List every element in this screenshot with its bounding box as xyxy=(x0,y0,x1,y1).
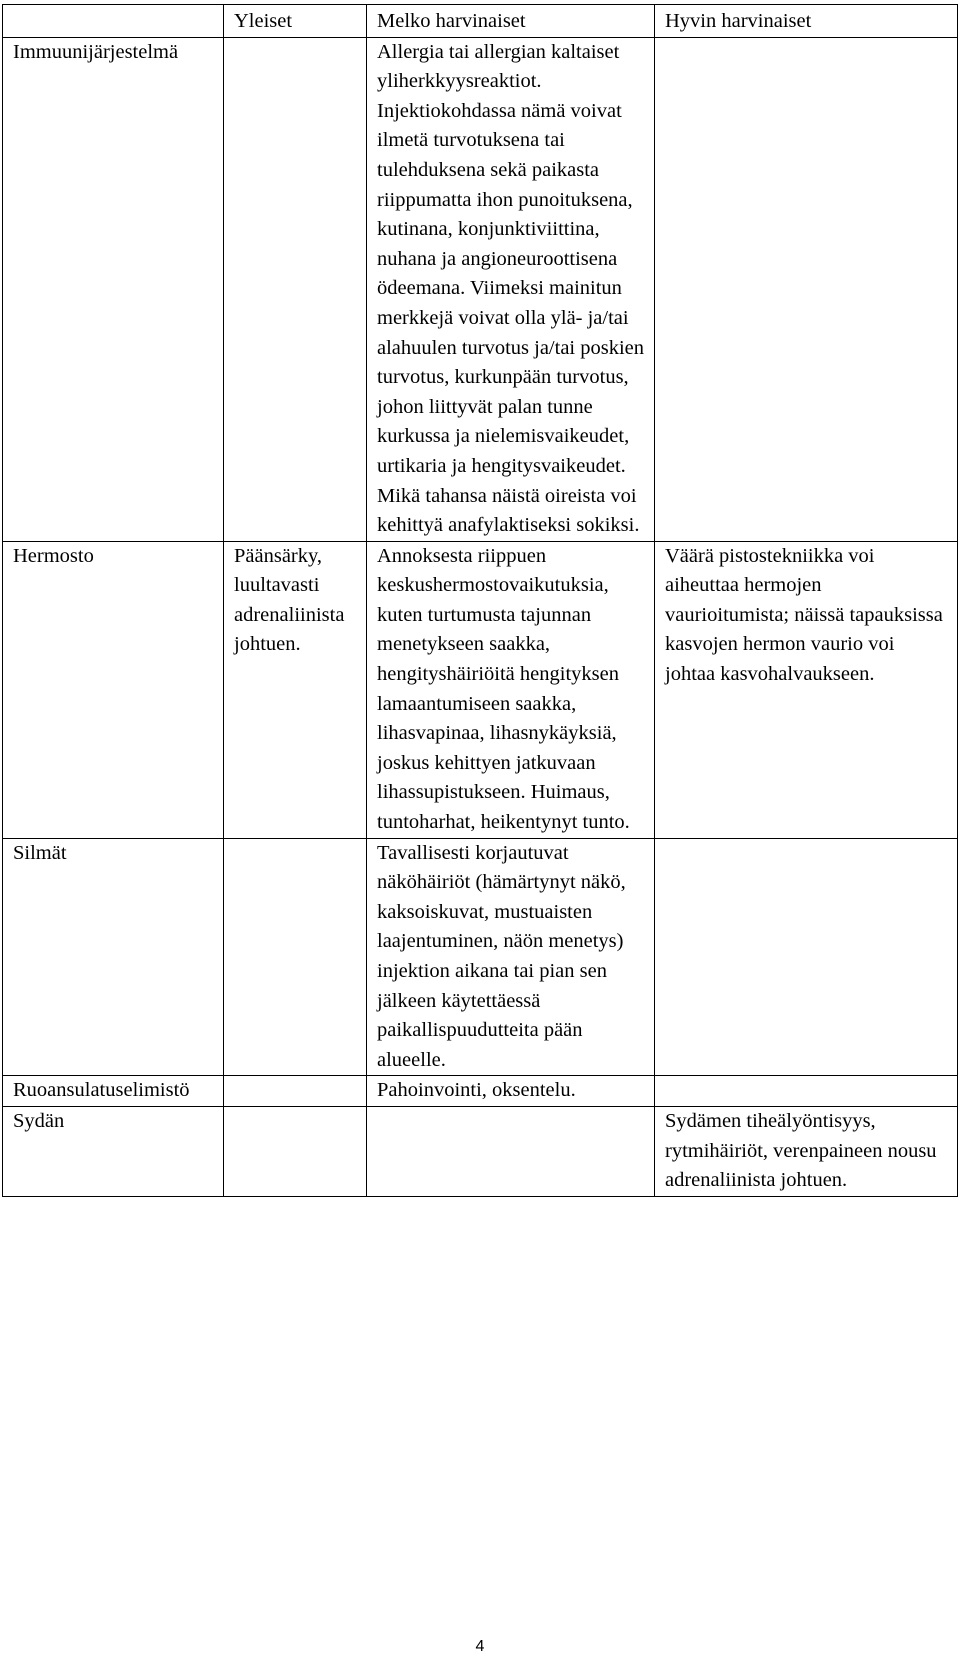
cell-rare xyxy=(655,1076,958,1107)
header-row xyxy=(3,5,958,38)
cell-uncommon xyxy=(367,1106,655,1196)
table-row-digestive xyxy=(3,1076,958,1107)
rare-text: Sydämen tiheälyöntisyys, rytmihäiriöt, verenpaineen nousu adrenaliinista johtuen. xyxy=(665,1109,937,1192)
rare-text: Väärä pistostekniikka voi aiheuttaa hermojen vaurioitumista; näissä tapauksissa kasvojen hermon vaurio voi johtaa kasvohalvaukseen. xyxy=(665,544,943,686)
cell-organ xyxy=(3,541,224,838)
header-uncommon: Melko harvinaiset xyxy=(367,5,655,38)
cell-organ xyxy=(3,1106,224,1196)
cell-uncommon xyxy=(367,838,655,1076)
uncommon-text: Annoksesta riippuen keskushermostovaikutuksia, kuten turtumusta tajunnan menetykseen saakka, hengityshäiriöitä hengityksen lamaantumiseen saakka, lihasvapinaa, lihasnykäyksiä, joskus kehittyen jatkuvaan lihassupistukseen. Huimaus, tuntoharhat, heikentynyt tunto. xyxy=(377,544,630,834)
page-number: 4 xyxy=(475,1638,485,1655)
cell-organ xyxy=(3,1076,224,1107)
organ-label: Immuunijärjestelmä xyxy=(13,40,179,63)
cell-rare xyxy=(655,541,958,838)
uncommon-text: Allergia tai allergian kaltaiset yliherkkyysreaktiot. Injektiokohdassa nämä voivat ilmetä turvotuksena tai tulehduksena sekä paikasta riippumatta ihon punoituksena, kutinana, konjunktiviittina, nuhana ja angioneuroottisena ödeemana. Viimeksi mainitun merkkejä voivat olla ylä- ja/tai alahuulen turvotus ja/tai poskien turvotus, kurkunpään turvotus, johon liittyvät palan tunne kurkussa ja nielemisvaikeudet, urtikaria ja hengitysvaikeudet. Mikä tahansa näistä oireista voi kehittyä anafylaktiseksi sokiksi. xyxy=(377,40,645,537)
organ-label: Ruoansulatuselimistö xyxy=(13,1079,190,1102)
header-rare: Hyvin harvinaiset xyxy=(655,5,958,38)
table-row-heart xyxy=(3,1106,958,1196)
table-header xyxy=(3,5,958,38)
cell-rare xyxy=(655,838,958,1076)
table-row-nervous xyxy=(3,541,958,838)
organ-label: Sydän xyxy=(13,1109,65,1132)
adverse-effects-table xyxy=(2,4,958,1197)
organ-label: Silmät xyxy=(13,841,67,864)
cell-uncommon xyxy=(367,1076,655,1107)
uncommon-text: Tavallisesti korjautuvat näköhäiriöt (hämärtynyt näkö, kaksoiskuvat, mustuaisten laajentuminen, näön menetys) injektion aikana tai pian sen jälkeen käytettäessä paikallispuudutteita pään alueelle. xyxy=(377,841,626,1071)
cell-rare xyxy=(655,1106,958,1196)
cell-common xyxy=(224,37,367,541)
cell-common xyxy=(224,1106,367,1196)
table-row-immune xyxy=(3,37,958,541)
table-row-eyes xyxy=(3,838,958,1076)
cell-rare xyxy=(655,37,958,541)
common-text: Päänsärky, luultavasti adrenaliinista johtuen. xyxy=(234,544,345,656)
header-common: Yleiset xyxy=(224,5,367,38)
organ-label: Hermosto xyxy=(13,544,94,567)
cell-uncommon xyxy=(367,541,655,838)
header-organ xyxy=(3,5,224,38)
cell-common xyxy=(224,541,367,838)
cell-uncommon xyxy=(367,37,655,541)
cell-organ xyxy=(3,838,224,1076)
cell-common xyxy=(224,1076,367,1107)
cell-common xyxy=(224,838,367,1076)
cell-organ xyxy=(3,37,224,541)
table-body xyxy=(3,37,958,1196)
uncommon-text: Pahoinvointi, oksentelu. xyxy=(377,1079,576,1102)
